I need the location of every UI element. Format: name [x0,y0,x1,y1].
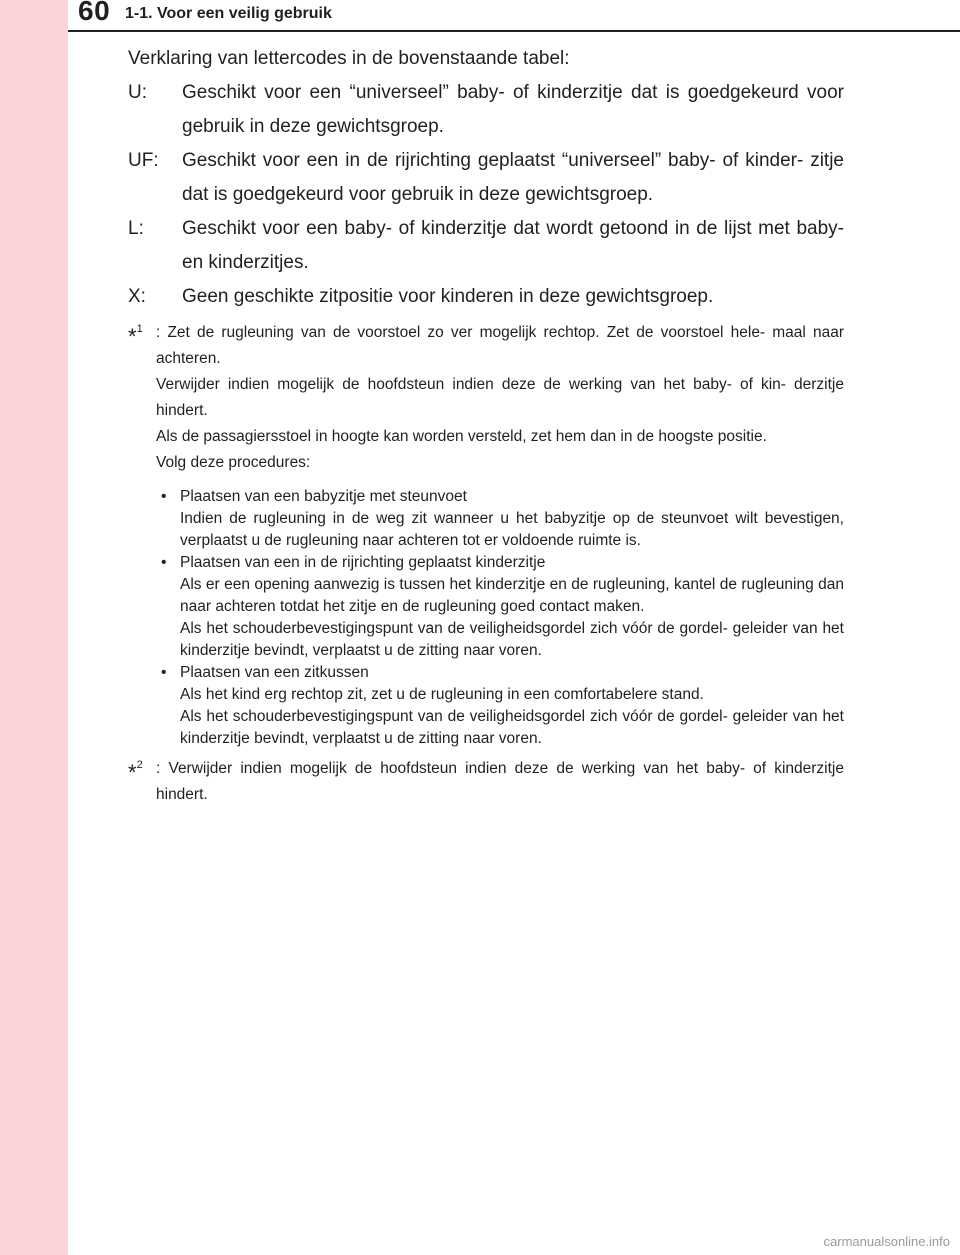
footnote-1-paragraph: Volg deze procedures: [156,454,311,471]
page-content [128,42,844,808]
definition-l [128,212,844,280]
definition-uf [128,144,844,212]
definition-u [128,76,844,144]
bullet-icon: • [161,554,167,571]
footnote-2-marker: *$^2$ [128,759,143,785]
procedure-item [156,486,844,552]
bullet-icon: • [161,664,167,681]
procedure-line: Indien de rugleuning in de weg zit wanneer u het babyzitje op de steunvoet wilt bevestigen, verplaatst u de rugleuning naar achteren tot er voldoende ruimte is. [180,510,844,549]
definition-code: U: [128,82,147,103]
procedure-title: Plaatsen van een babyzitje met steunvoet [180,488,467,505]
procedure-line: Als het schouderbevestigingspunt van de veiligheidsgordel zich vóór de gordel- geleider van het kinderzitje bevindt, verplaatst u de zitting naar voren. [180,620,844,659]
footnote-1-marker: *$^1$ [128,323,143,349]
procedure-item [156,552,844,662]
section-title: 1-1. Voor een veilig gebruik [125,5,332,22]
definition-code: UF: [128,150,159,171]
definition-code: L: [128,218,144,239]
footnote-1 [128,320,844,750]
site-watermark: carmanualsonline.info [823,1234,950,1249]
definition-text: Geen geschikte zitpositie voor kinderen in deze gewichtsgroep. [182,286,714,307]
footnote-1-paragraph: Als de passagiersstoel in hoogte kan worden versteld, zet hem dan in de hoogste positie. [156,428,767,445]
procedure-line: Als het kind erg rechtop zit, zet u de rugleuning in een comfortabelere stand. [180,686,704,703]
procedure-line: Als er een opening aanwezig is tussen het kinderzitje en de rugleuning, kantel de rugleuning dan naar achteren totdat het zitje en de rugleuning goed contact maken. [180,576,844,615]
footnote-2 [128,756,844,808]
intro-text: Verklaring van lettercodes in de bovenstaande tabel: [128,48,570,69]
footnote-2-text: : Verwijder indien mogelijk de hoofdsteun indien deze de werking van het baby- of kinderzitje hindert. [156,760,844,803]
procedure-title: Plaatsen van een in de rijrichting geplaatst kinderzitje [180,554,546,571]
procedure-title: Plaatsen van een zitkussen [180,664,369,681]
procedure-item [156,662,844,750]
footnote-1-paragraph: Verwijder indien mogelijk de hoofdsteun indien deze de werking van het baby- of kin- derzitje hindert. [156,376,844,419]
procedure-line: Als het schouderbevestigingspunt van de veiligheidsgordel zich vóór de gordel- geleider van het kinderzitje bevindt, verplaatst u de zitting naar voren. [180,708,844,747]
page-header [0,0,960,31]
footnote-1-paragraph: : Zet de rugleuning van de voorstoel zo ver mogelijk rechtop. Zet de voorstoel hele- maal naar achteren. [156,324,844,367]
page-number: 60 [78,0,111,26]
definition-x [128,280,844,314]
left-margin-band [0,0,68,1255]
procedure-list [156,486,844,750]
bullet-icon: • [161,488,167,505]
definition-code: X: [128,286,146,307]
definition-text: Geschikt voor een baby- of kinderzitje dat wordt getoond in de lijst met baby- en kinderzitjes. [182,218,844,273]
definition-text: Geschikt voor een in de rijrichting geplaatst “universeel” baby- of kinder- zitje dat is goedgekeurd voor gebruik in deze gewichtsgroep. [182,150,844,205]
header-rule [68,30,960,32]
definition-text: Geschikt voor een “universeel” baby- of kinderzitje dat is goedgekeurd voor gebruik in deze gewichtsgroep. [182,82,844,137]
